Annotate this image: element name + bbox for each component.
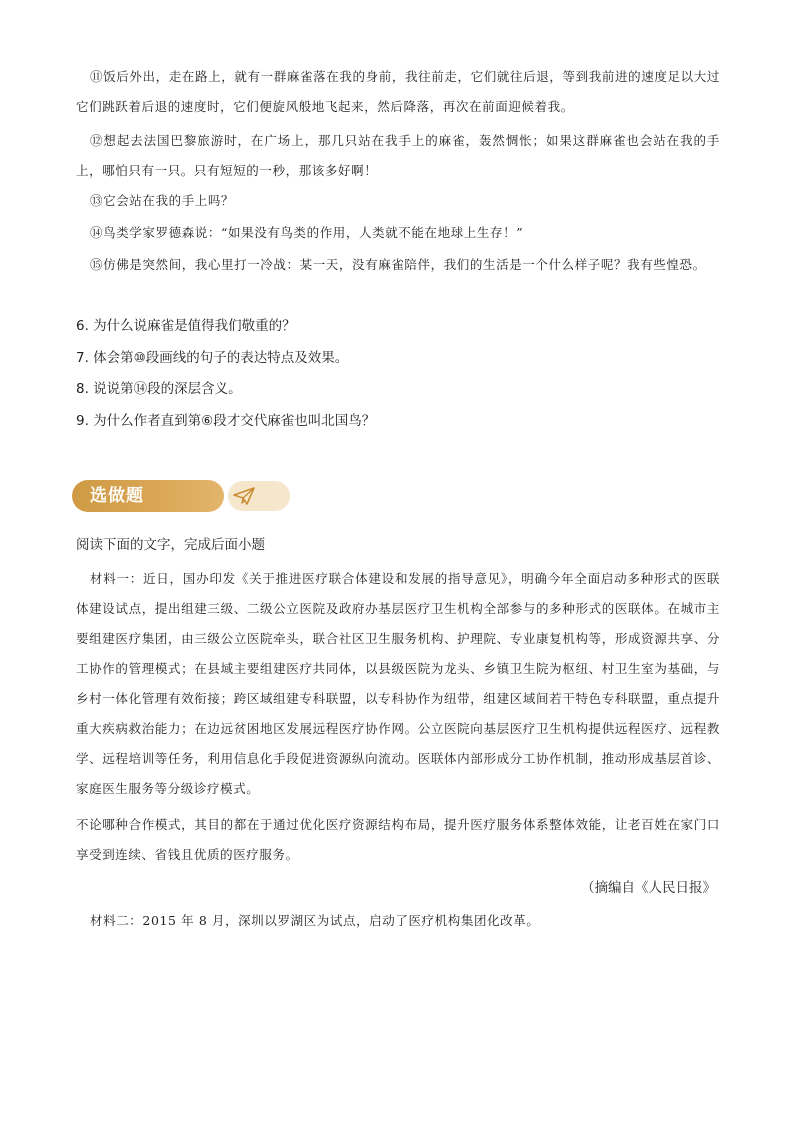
reading-instruction: 阅读下面的文字，完成后面小题 [76, 537, 265, 553]
paragraph-14: ⑭鸟类学家罗德森说：“如果没有鸟类的作用，人类就不能在地球上生存！” [90, 225, 524, 240]
paragraph-11: ⑪饭后外出，走在路上，就有一群麻雀落在我的身前，我往前走，它们就往后退，等到我前进的速度足以大过它们跳跃着后退的速度时，它们便旋风般地飞起来，然后降落，再次在前面迎候着我。 [76, 69, 720, 114]
section-banner [72, 480, 224, 512]
section-title: 选做题 [90, 486, 144, 506]
question-9: 9. 为什么作者直到第⑥段才交代麻雀也叫北国鸟？ [76, 413, 376, 429]
material-2: 材料二：2015 年 8 月，深圳以罗湖区为试点，启动了医疗机构集团化改革。 [90, 913, 540, 928]
material-1: 材料一：近日，国办印发《关于推进医疗联合体建设和发展的指导意见》，明确今年全面启动多种形式的医联体建设试点，提出组建三级、二级公立医院及政府办基层医疗卫生机构全部参与的多种形式的医联体。在城市主要组建医疗集团，由三级公立医院牵头，联合社区卫生服务机构、护理院、专业康复机构等，形成资源共享、分工协作的管理模式；在县域主要组建医疗共同体，以县级医院为龙头、乡镇卫生院为枢纽、村卫生室为基础，与乡村一体化管理有效衔接；跨区域组建专科联盟，以专科协作为纽带，组建区域间若干特色专科联盟，重点提升重大疾病救治能力；在边远贫困地区发展远程医疗协作网。公立医院向基层医疗卫生机构提供远程医疗、远程教学、远程培训等任务，利用信息化手段促进资源纵向流动。医联体内部形成分工协作机制，推动形成基层首诊、家庭医生服务等分级诊疗模式。 [76, 571, 720, 796]
paragraph-13: ⑬它会站在我的手上吗？ [90, 193, 235, 208]
paragraph-12: ⑫想起去法国巴黎旅游时，在广场上，那几只站在我手上的麻雀，轰然惆怅；如果这群麻雀也会站在我的手上，哪怕只有一只。只有短短的一秒，那该多好啊！ [76, 133, 720, 178]
material-1-conclusion: 不论哪种合作模式，其目的都在于通过优化医疗资源结构布局，提升医疗服务体系整体效能，让老百姓在家门口享受到连续、省钱且优质的医疗服务。 [76, 817, 720, 862]
question-8: 8. 说说第⑭段的深层含义。 [76, 381, 242, 397]
question-7: 7. 体会第⑩段画线的句子的表达特点及效果。 [76, 350, 349, 366]
paragraph-15: ⑮仿佛是突然间，我心里打一冷战：某一天，没有麻雀陪伴，我们的生活是一个什么样子呢？我有些惶恐。 [90, 257, 706, 272]
question-6: 6. 为什么说麻雀是值得我们敬重的？ [76, 318, 296, 334]
paper-plane-icon [232, 486, 256, 506]
source-citation: （摘编自《人民日报》 [581, 880, 716, 896]
